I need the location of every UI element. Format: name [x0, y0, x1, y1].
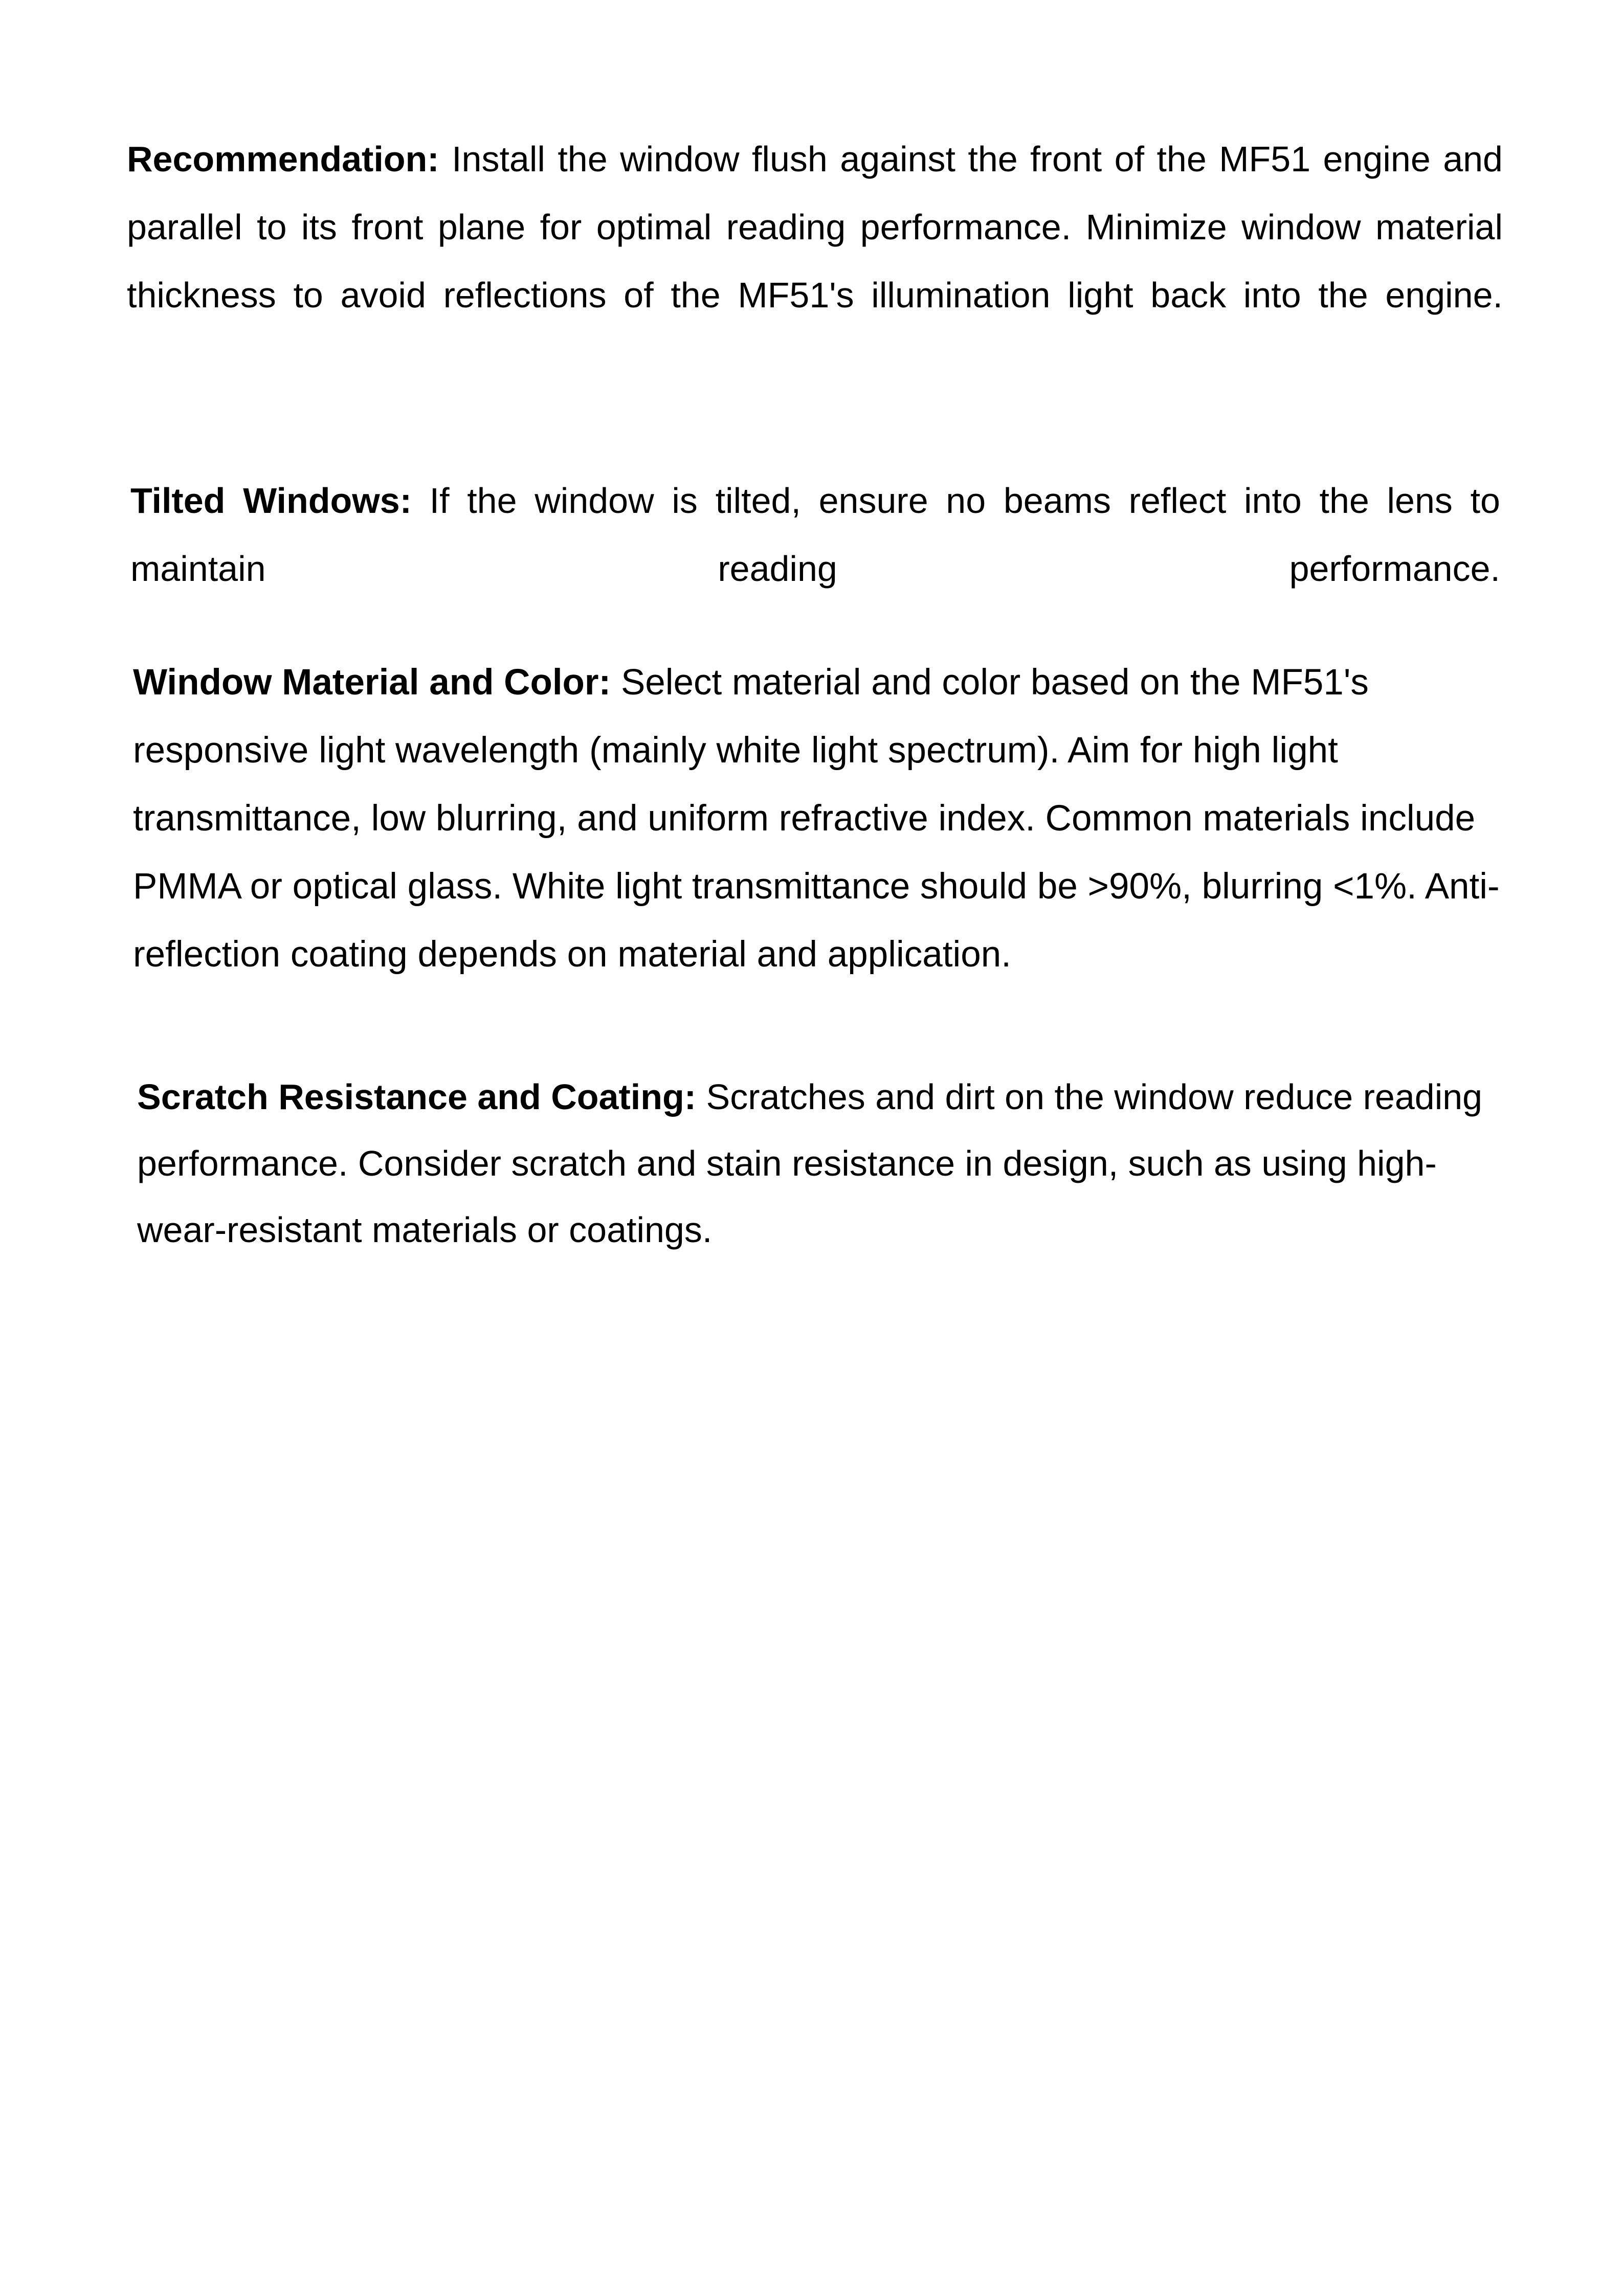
tilted-windows-paragraph: [130, 467, 1500, 671]
window-material-text: Select material and color based on the MF51's responsive light wavelength (mainly white light spectrum). Aim for high light transmittance, low blurring, and uniform refractive index. Common materials include PMMA or optical glass. White light transmittance should be >90%, blurring <1%. Anti-reflection coating depends on material and application.: [133, 662, 1500, 975]
window-material-paragraph: [133, 648, 1509, 988]
tilted-windows-heading: Tilted Windows:: [130, 481, 412, 521]
recommendation-paragraph: [127, 125, 1503, 397]
recommendation-heading: Recommendation:: [127, 139, 439, 179]
scratch-resistance-paragraph: [137, 1064, 1507, 1263]
scratch-resistance-heading: Scratch Resistance and Coating:: [137, 1077, 697, 1117]
window-material-heading: Window Material and Color:: [133, 662, 611, 703]
tilted-windows-text: If the window is tilted, ensure no beams reflect into the lens to maintain reading performance.: [130, 481, 1500, 589]
recommendation-text: Install the window flush against the front of the MF51 engine and parallel to its front plane for optimal reading performance. Minimize window material thickness to avoid reflections of the MF51's illumination light back into the engine.: [127, 139, 1503, 315]
scratch-resistance-text: Scratches and dirt on the window reduce reading performance. Consider scratch and stain resistance in design, such as using high-wear-resistant materials or coatings.: [137, 1077, 1483, 1250]
